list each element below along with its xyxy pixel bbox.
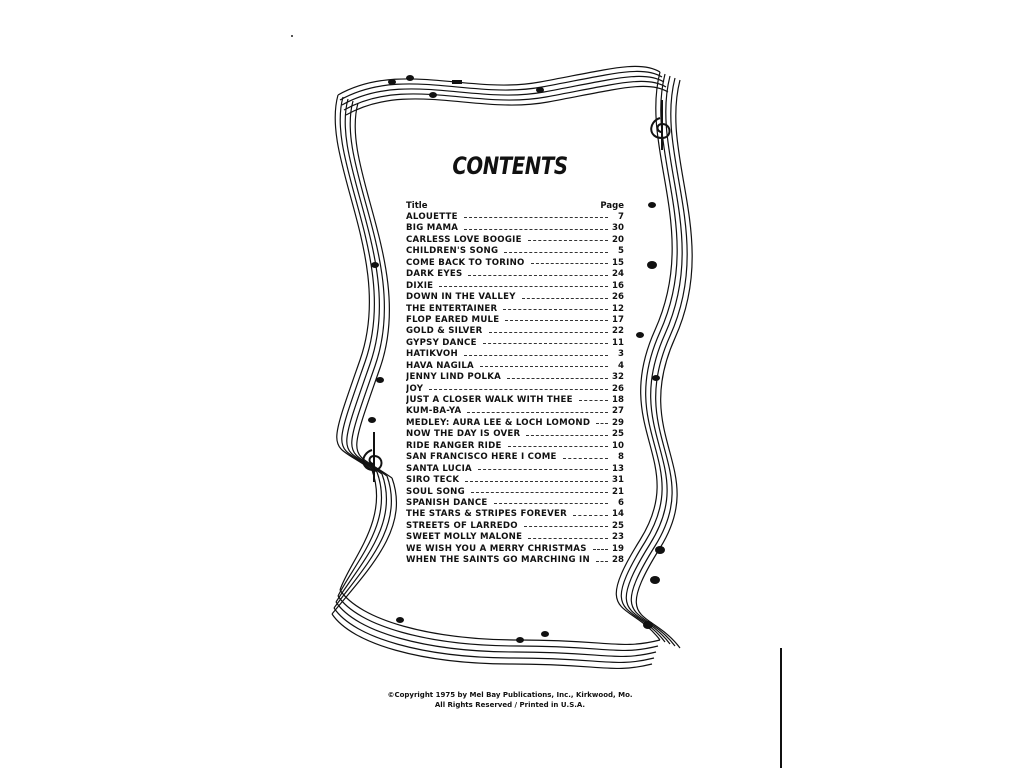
entry-title: CARLESS LOVE BOOGIE [406, 234, 522, 245]
entry-title: FLOP EARED MULE [406, 314, 500, 325]
entry-page: 26 [612, 383, 624, 394]
contents-entry [406, 258, 624, 269]
contents-list [406, 212, 624, 567]
page-title: CONTENTS [452, 152, 568, 180]
entry-page: 25 [612, 429, 624, 440]
entry-title: BIG MAMA [406, 223, 459, 234]
entry-page: 29 [612, 417, 624, 428]
entry-page: 17 [612, 314, 624, 325]
entry-page: 7 [618, 212, 624, 222]
entry-title: MEDLEY: AURA LEE & LOCH LOMOND [406, 417, 591, 428]
entry-page: 20 [612, 234, 624, 245]
contents-entry [406, 452, 624, 463]
page-column-header: Page [600, 201, 624, 211]
title-column-header: Title [406, 201, 428, 211]
dot-leader [480, 366, 608, 367]
dot-leader [531, 263, 608, 264]
entry-page: 31 [612, 475, 624, 486]
entry-title: STREETS OF LARREDO [406, 520, 518, 531]
entry-page: 15 [612, 257, 624, 268]
treble-clef-icon [363, 432, 381, 482]
entry-page: 12 [612, 303, 624, 314]
contents-entry [406, 349, 624, 360]
contents-entry [406, 246, 624, 257]
entry-page: 25 [612, 520, 624, 531]
contents-entry [406, 269, 624, 280]
copyright-notice [380, 690, 640, 710]
music-note-icon [368, 417, 376, 423]
page-edge-line [780, 648, 782, 768]
entry-title: HAVA NAGILA [406, 360, 474, 371]
entry-page: 8 [618, 452, 624, 463]
music-note-icon [652, 375, 660, 381]
contents-entry [406, 292, 624, 303]
entry-page: 27 [612, 406, 624, 417]
entry-page: 13 [612, 463, 624, 474]
dot-leader [528, 240, 608, 241]
entry-title: COME BACK TO TORINO [406, 257, 525, 268]
music-note-icon [541, 631, 549, 637]
music-note-icon [650, 576, 660, 584]
music-note-icon [643, 621, 653, 629]
entry-title: KUM-BA-YA [406, 406, 462, 417]
dot-leader [526, 435, 608, 436]
entry-title: JOY [406, 383, 424, 394]
contents-entry [406, 441, 624, 452]
entry-page: 30 [612, 223, 624, 234]
dot-leader [524, 526, 608, 527]
music-note-icon [516, 637, 524, 643]
dot-leader [464, 229, 608, 230]
contents-entry [406, 235, 624, 246]
entry-page: 14 [612, 509, 624, 520]
contents-entry [406, 509, 624, 520]
contents-entry [406, 384, 624, 395]
dot-leader [508, 446, 608, 447]
entry-title: SAN FRANCISCO HERE I COME [406, 452, 557, 463]
dot-leader [439, 286, 608, 287]
dot-leader [471, 492, 608, 493]
music-note-icon [655, 546, 665, 554]
music-note-icon [376, 377, 384, 383]
music-note-icon [647, 261, 657, 269]
dot-leader [483, 343, 608, 344]
dot-leader [504, 252, 608, 253]
dot-leader [522, 298, 608, 299]
music-note-icon [371, 262, 379, 268]
entry-title: THE ENTERTAINER [406, 303, 498, 314]
contents-table [406, 201, 624, 567]
entry-title: NOW THE DAY IS OVER [406, 429, 521, 440]
entry-page: 4 [618, 360, 624, 371]
entry-page: 28 [612, 555, 624, 566]
dot-leader [478, 469, 608, 470]
contents-entry [406, 281, 624, 292]
entry-page: 21 [612, 486, 624, 497]
entry-title: ALOUETTE [406, 212, 458, 222]
entry-title: DOWN IN THE VALLEY [406, 292, 516, 303]
entry-page: 26 [612, 292, 624, 303]
music-note-icon [396, 617, 404, 623]
contents-entry [406, 372, 624, 383]
entry-page: 11 [612, 337, 624, 348]
dot-leader [563, 458, 608, 459]
contents-entry [406, 395, 624, 406]
contents-entry [406, 315, 624, 326]
entry-title: JUST A CLOSER WALK WITH THEE [406, 395, 573, 405]
copyright-line: ©Copyright 1975 by Mel Bay Publications, Inc., Kirkwood, Mo. [387, 691, 633, 699]
contents-entry [406, 326, 624, 337]
rights-line: All Rights Reserved / Printed in U.S.A. [434, 701, 586, 709]
dot-leader [505, 320, 608, 321]
dot-leader [464, 217, 608, 218]
entry-title: WHEN THE SAINTS GO MARCHING IN [406, 555, 590, 566]
contents-header [406, 201, 624, 212]
entry-page: 6 [618, 497, 624, 508]
music-note-icon [536, 87, 544, 93]
entry-title: DIXIE [406, 280, 434, 291]
entry-page: 3 [618, 349, 624, 360]
dot-leader [507, 378, 608, 379]
contents-entry [406, 304, 624, 315]
dot-leader [528, 538, 608, 539]
entry-page: 22 [612, 326, 624, 337]
music-note-icon [636, 332, 644, 338]
contents-entry [406, 464, 624, 475]
contents-entry [406, 406, 624, 417]
contents-entry [406, 223, 624, 234]
entry-title: DARK EYES [406, 269, 463, 280]
dot-leader [573, 515, 608, 516]
entry-title: SIRO TECK [406, 475, 460, 486]
dot-leader [489, 332, 608, 333]
music-note-icon [429, 92, 437, 98]
entry-title: JENNY LIND POLKA [406, 372, 502, 383]
entry-page: 24 [612, 269, 624, 280]
dot-leader [593, 549, 608, 550]
entry-title: THE STARS & STRIPES FOREVER [406, 509, 568, 520]
entry-title: GOLD & SILVER [406, 326, 483, 337]
contents-entry [406, 429, 624, 440]
entry-title: SANTA LUCIA [406, 463, 472, 474]
dot-leader [465, 481, 608, 482]
music-note-icon [406, 75, 414, 81]
dot-leader [464, 355, 608, 356]
music-note-icon [452, 80, 462, 84]
music-note-icon [648, 202, 656, 208]
entry-page: 32 [612, 372, 624, 383]
music-note-icon [388, 79, 396, 85]
dot-leader [596, 561, 608, 562]
contents-entry [406, 498, 624, 509]
entry-page: 18 [612, 395, 624, 405]
entry-title: SOUL SONG [406, 486, 465, 497]
contents-entry [406, 418, 624, 429]
contents-entry [406, 361, 624, 372]
entry-page: 10 [612, 440, 624, 451]
contents-entry [406, 338, 624, 349]
entry-page: 5 [618, 246, 624, 257]
entry-title: SPANISH DANCE [406, 497, 488, 508]
contents-entry [406, 532, 624, 543]
entry-title: HATIKVOH [406, 349, 458, 360]
contents-entry [406, 555, 624, 566]
dot-leader [429, 389, 608, 390]
dot-leader [596, 423, 608, 424]
entry-page: 23 [612, 532, 624, 543]
contents-entry [406, 521, 624, 532]
entry-title: WE WISH YOU A MERRY CHRISTMAS [406, 543, 587, 554]
entry-title: CHILDREN'S SONG [406, 246, 499, 257]
dot-leader [579, 400, 608, 401]
dot-leader [467, 412, 608, 413]
entry-page: 16 [612, 280, 624, 291]
entry-title: SWEET MOLLY MALONE [406, 532, 523, 543]
entry-title: RIDE RANGER RIDE [406, 440, 502, 451]
dot-leader [494, 503, 608, 504]
dot-leader [503, 309, 608, 310]
dot-leader [468, 275, 608, 276]
contents-entry [406, 544, 624, 555]
contents-entry [406, 212, 624, 223]
contents-entry [406, 487, 624, 498]
entry-title: GYPSY DANCE [406, 337, 477, 348]
contents-entry [406, 475, 624, 486]
entry-page: 19 [612, 543, 624, 554]
